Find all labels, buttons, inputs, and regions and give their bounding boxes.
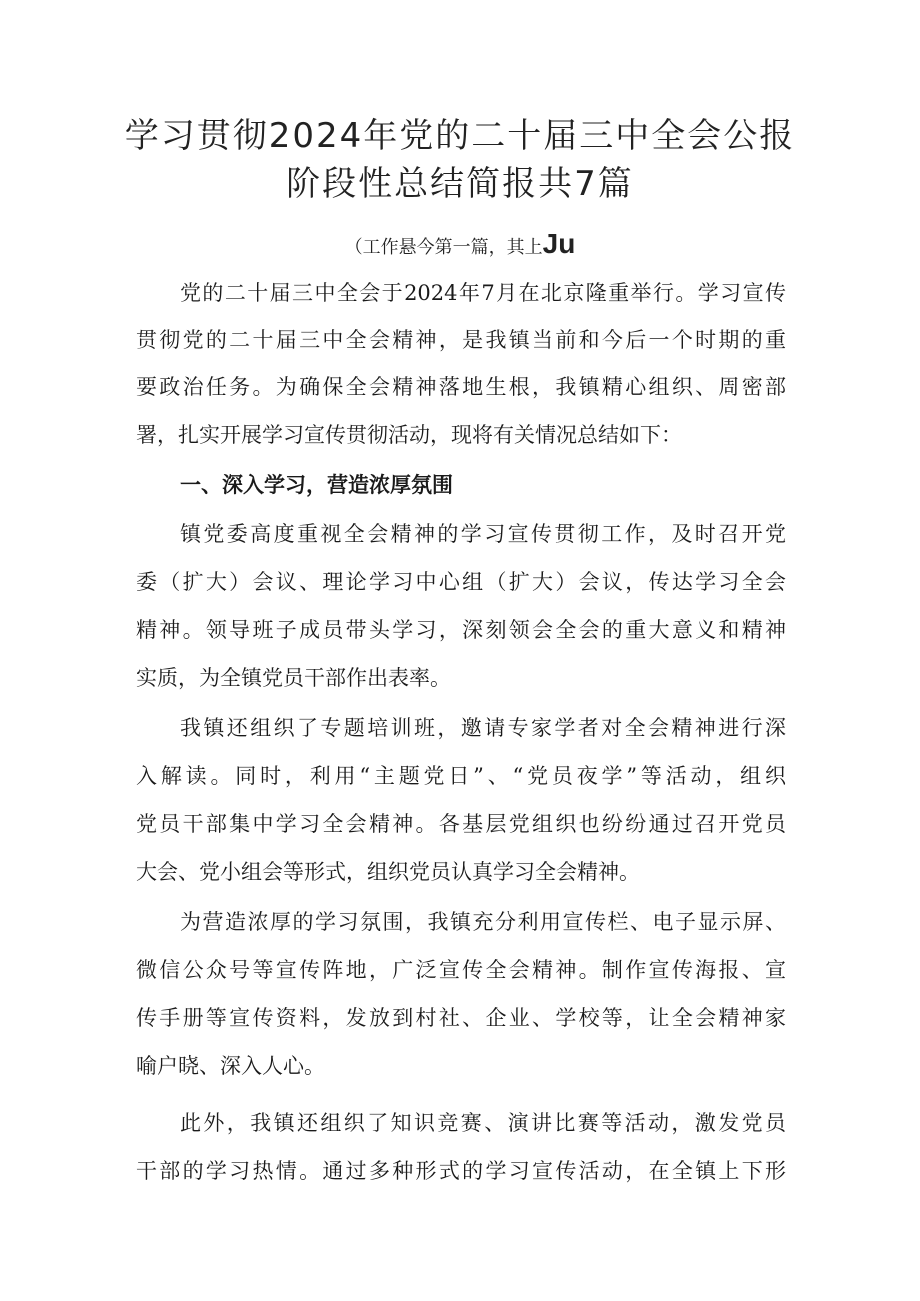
document-title-line-1: 学习贯彻2024年党的二十届三中全会公报 bbox=[124, 116, 796, 156]
intro-line: 贯彻党的二十届三中全会精神，是我镇当前和今后一个时期的重 bbox=[136, 328, 786, 352]
paragraph-line: 为营造浓厚的学习氛围，我镇充分利用宣传栏、电子显示屏、 bbox=[180, 910, 786, 934]
paragraph-line: 喻户晓、深入人心。 bbox=[136, 1054, 325, 1078]
paragraph-line: 我镇还组织了专题培训班，邀请专家学者对全会精神进行深 bbox=[180, 716, 786, 740]
paragraph-line: 实质，为全镇党员干部作出表率。 bbox=[136, 666, 451, 690]
intro-line: 要政治任务。为确保全会精神落地生根，我镇精心组织、周密部 bbox=[136, 375, 786, 399]
paragraph-line: 委（扩大）会议、理论学习中心组（扩大）会议，传达学习全会 bbox=[136, 570, 786, 594]
subtitle-tail: Ju bbox=[542, 228, 576, 259]
paragraph-line: 镇党委高度重视全会精神的学习宣传贯彻工作，及时召开党 bbox=[180, 522, 786, 546]
intro-line: 署，扎实开展学习宣传贯彻活动，现将有关情况总结如下： bbox=[136, 423, 682, 447]
document-subtitle bbox=[0, 228, 920, 260]
paragraph-line: 微信公众号等宣传阵地，广泛宣传全会精神。制作宣传海报、宣 bbox=[136, 958, 786, 982]
intro-line: 党的二十届三中全会于2024年7月在北京隆重举行。学习宣传 bbox=[180, 281, 786, 305]
paragraph-line: 入解读。同时，利用“主题党日”、“党员夜学”等活动，组织 bbox=[136, 764, 786, 788]
paragraph-line: 此外，我镇还组织了知识竞赛、演讲比赛等活动，激发党员 bbox=[180, 1111, 786, 1135]
document-title-line-2: 阶段性总结简报共7篇 bbox=[286, 164, 634, 204]
paragraph-line: 精神。领导班子成员带头学习，深刻领会全会的重大意义和精神 bbox=[136, 618, 786, 642]
paragraph-line: 干部的学习热情。通过多种形式的学习宣传活动，在全镇上下形 bbox=[136, 1159, 786, 1183]
paragraph-line: 党员干部集中学习全会精神。各基层党组织也纷纷通过召开党员 bbox=[136, 812, 786, 836]
paragraph-line: 大会、党小组会等形式，组织党员认真学习全会精神。 bbox=[136, 860, 640, 884]
paragraph-line: 传手册等宣传资料，发放到村社、企业、学校等，让全会精神家 bbox=[136, 1006, 786, 1030]
subtitle-text: （工作悬今第一篇，其上 bbox=[344, 237, 543, 258]
section-heading: 一、深入学习，营造浓厚氛围 bbox=[180, 473, 453, 497]
